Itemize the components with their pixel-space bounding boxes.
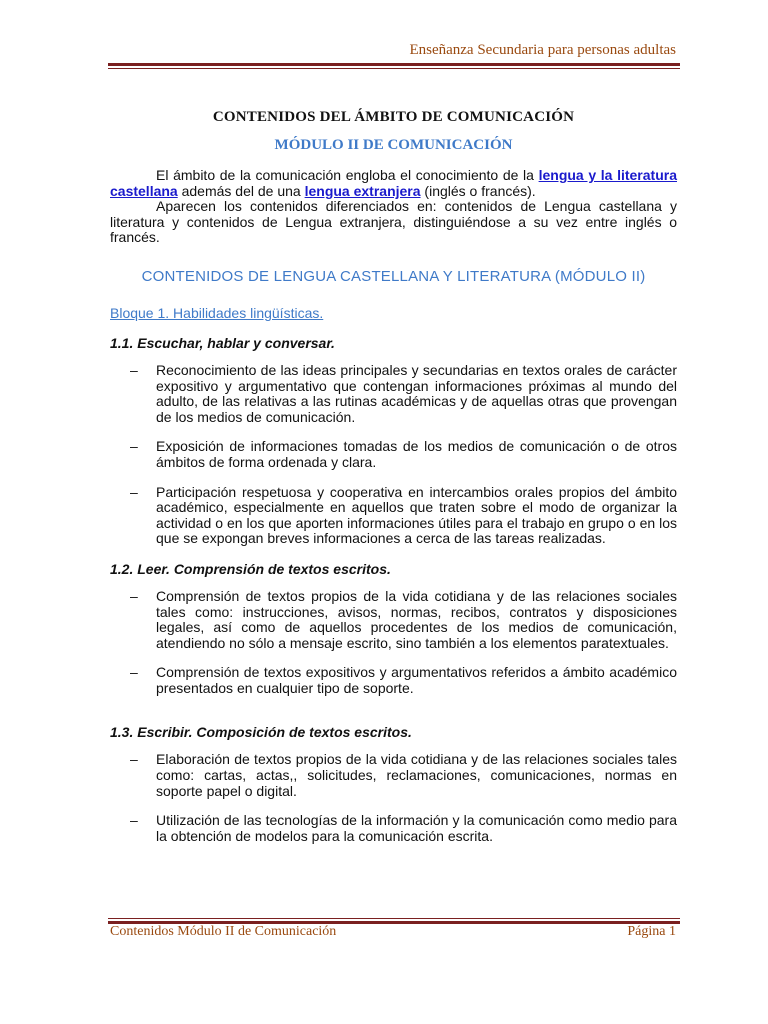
list-item [110,363,677,425]
dash-bullet: – [130,361,138,378]
intro-paragraph-2: Aparecen los contenidos diferenciados en: contenidos de Lengua castellana y literatura y contenidos de Lengua extranjera, distinguiéndose a su vez entre inglés o francés. [110,198,677,246]
list-item [110,813,677,844]
footer-title: Contenidos Módulo II de Comunicación [110,924,337,939]
dash-bullet: – [130,438,138,455]
block-heading: Bloque 1. Habilidades lingüísticas. [110,304,324,321]
intro-paragraph-1 [110,168,677,199]
bullet-list [110,589,677,697]
list-item [110,439,677,470]
dash-bullet: – [130,483,138,500]
dash-bullet: – [130,751,138,768]
document-subtitle: MÓDULO II DE COMUNICACIÓN [274,137,513,153]
section-heading: CONTENIDOS DE LENGUA CASTELLANA Y LITERATURA (MÓDULO II) [141,267,646,285]
document-body [110,109,677,858]
list-item-text: Comprensión de textos expositivos y argumentativos referidos a ámbito académico presentados en cualquier tipo de soporte. [156,664,677,696]
list-item-text: Comprensión de textos propios de la vida cotidiana y de las relaciones sociales tales como: instrucciones, avisos, normas, recibos, contratos y disposiciones legales, así como de aquellos procedentes de los medios de comunicación, atendiendo no sólo a mensaje escrito, sino también a los elementos paratextuales. [156,587,677,651]
bullet-list [110,363,677,547]
subsection-heading: 1.1. Escuchar, hablar y conversar. [110,334,335,351]
subsection-1-3 [110,724,677,844]
dash-bullet: – [130,587,138,604]
subsection-heading: 1.2. Leer. Comprensión de textos escritos. [110,560,391,577]
footer-divider [108,916,680,924]
subsection-heading: 1.3. Escribir. Composición de textos escritos. [110,724,412,741]
list-item-text: Utilización de las tecnologías de la información y la comunicación como medio para la obtención de modelos para la comunicación escrita. [156,812,677,844]
link-lengua-literatura[interactable]: lengua y la literatura castellana [110,167,677,199]
intro-text: (inglés o francés). [420,182,536,199]
intro-text: además del de una [177,182,305,199]
list-item [110,485,677,547]
list-item-text: Exposición de informaciones tomadas de los medios de comunicación o de otros ámbitos de forma ordenada y clara. [156,438,677,470]
link-lengua-extranjera[interactable]: lengua extranjera [304,182,421,199]
list-item [110,752,677,799]
page-header-text: Enseñanza Secundaria para personas adultas [409,42,676,58]
document-title: CONTENIDOS DEL ÁMBITO DE COMUNICACIÓN [212,109,575,125]
list-item-text: Participación respetuosa y cooperativa en intercambios orales propios del ámbito académico, especialmente en aquellos que traten sobre el modo de organizar la actividad o en los que aporten informaciones útiles para el trabajo en grupo o en los que se expongan breves informaciones a cerca de las tareas realizadas. [156,483,677,547]
dash-bullet: – [130,812,138,829]
subsection-1-1 [110,335,677,547]
dash-bullet: – [130,664,138,681]
page-number: Página 1 [627,924,676,939]
list-item-text: Reconocimiento de las ideas principales y secundarias en textos orales de carácter expositivo y argumentativo que contengan informaciones próximas al mundo del adulto, de las relativas a las rutinas académicas y de aquellas otras que provengan de los medios de comunicación. [156,361,677,425]
intro-text: El ámbito de la comunicación engloba el conocimiento de la [156,167,539,183]
list-item [110,589,677,651]
bullet-list [110,752,677,844]
header-divider [108,63,680,69]
list-item [110,665,677,696]
intro-section [110,168,677,246]
list-item-text: Elaboración de textos propios de la vida cotidiana y de las relaciones sociales tales como: cartas, actas,, solicitudes, reclamaciones, comunicaciones, normas en soporte papel o digital. [156,751,677,799]
subsection-1-2 [110,561,677,697]
